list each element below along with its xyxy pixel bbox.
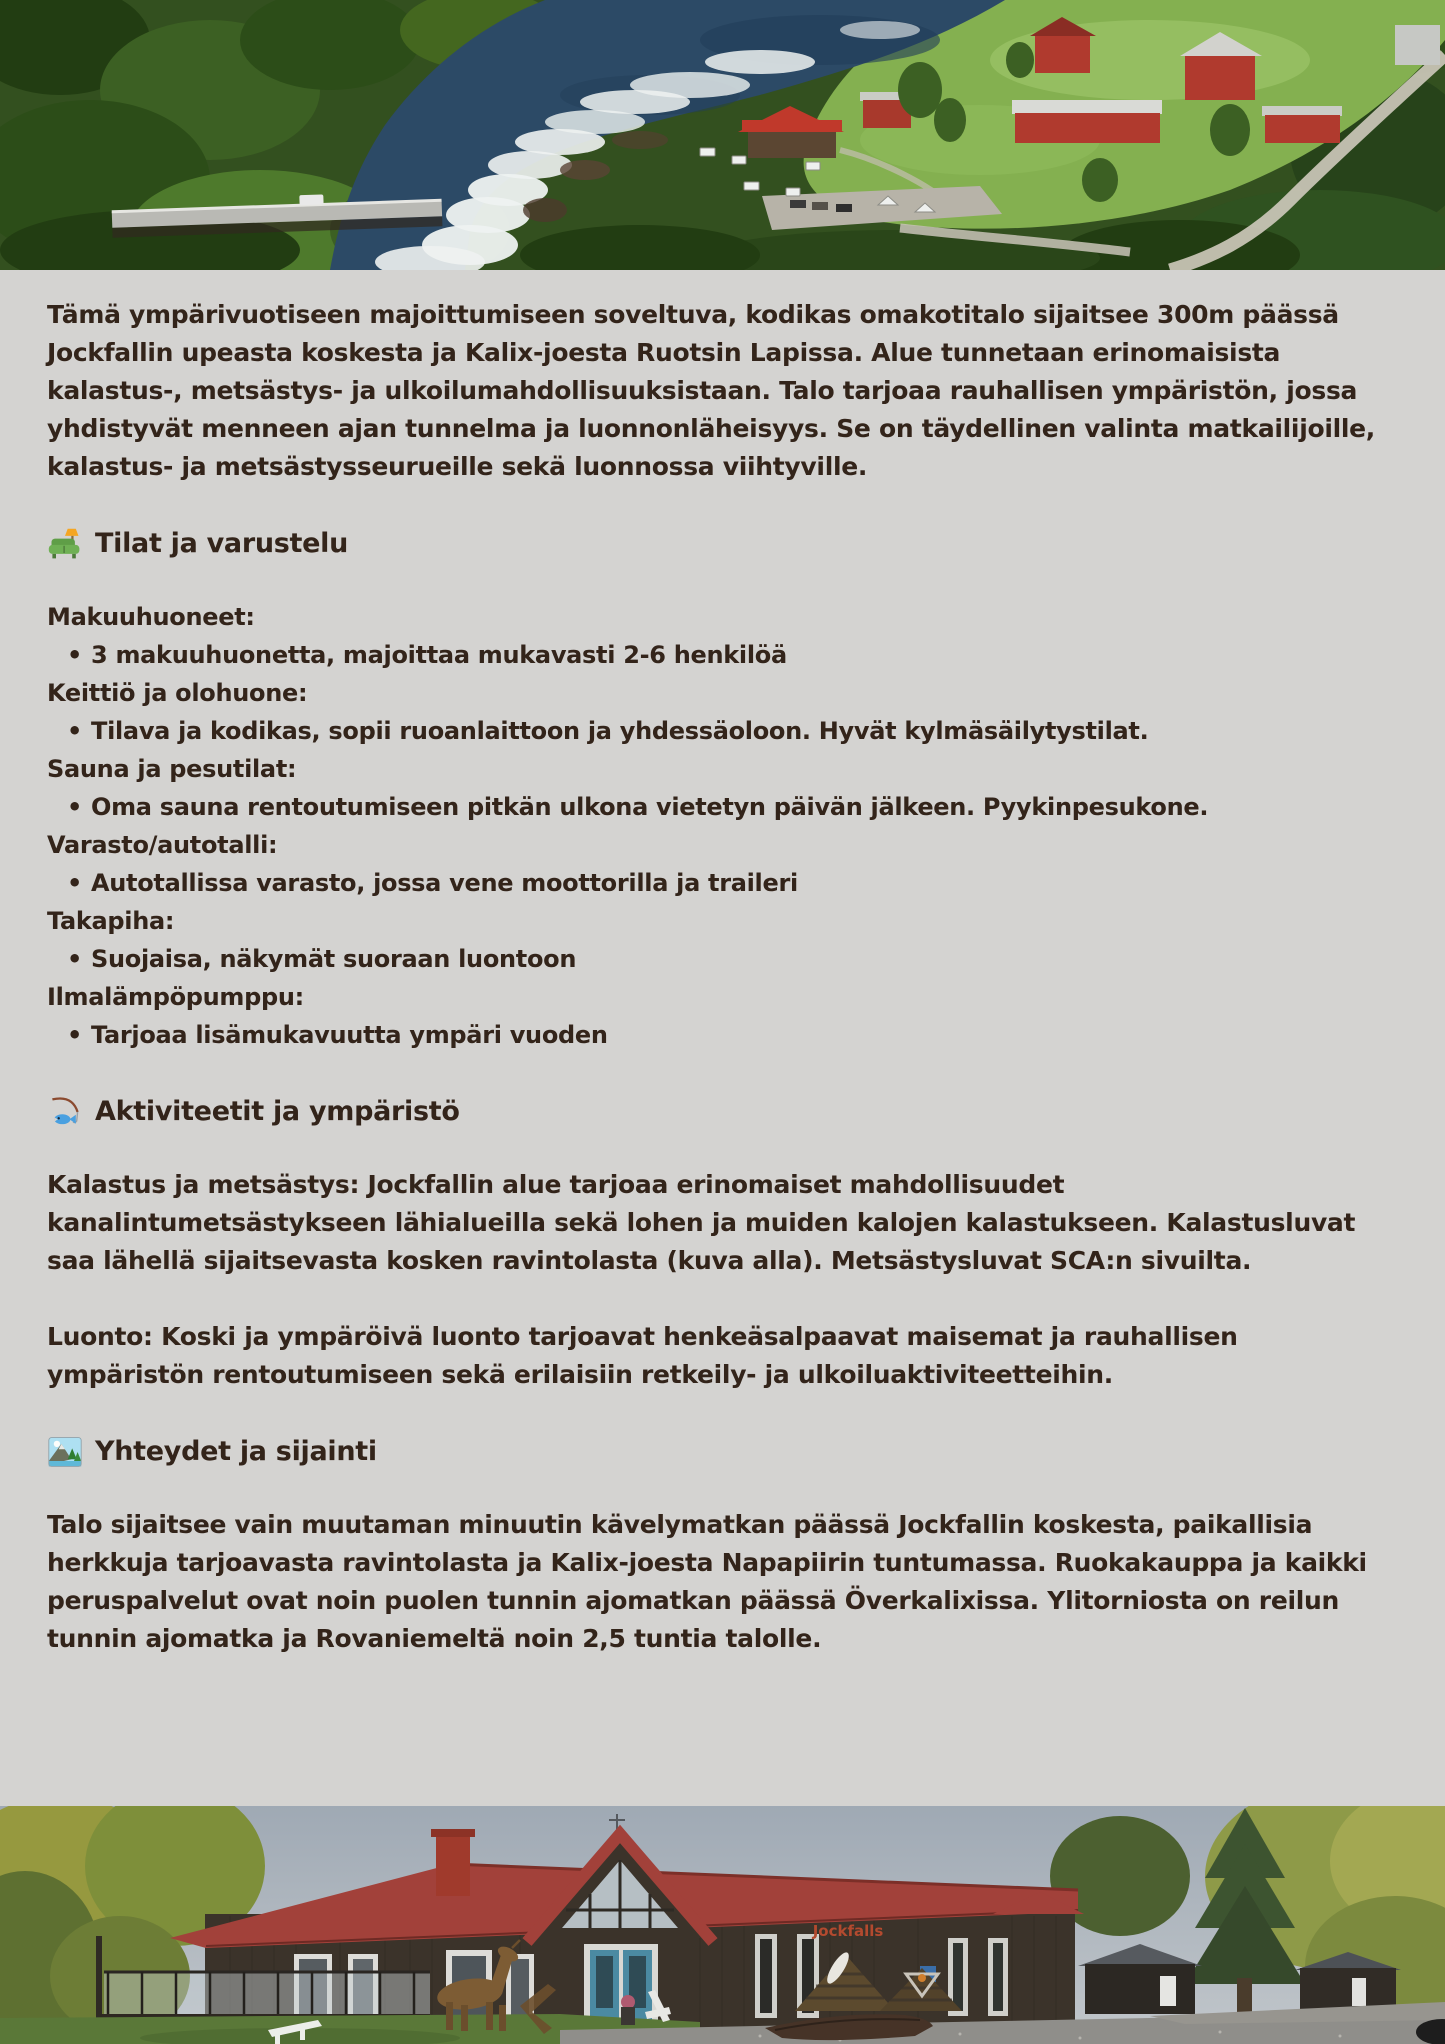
section-title: Tilat ja varustelu xyxy=(95,528,349,559)
feature-label: Varasto/autotalli: xyxy=(47,831,278,859)
national-park-icon xyxy=(47,1434,83,1470)
chimney xyxy=(436,1834,470,1896)
feature-label: Makuuhuoneet: xyxy=(47,603,255,631)
feature-item: • Tarjoaa lisämukavuutta ympäri vuoden xyxy=(47,1016,1398,1054)
aerial-photo-jockfall-rapids xyxy=(0,0,1445,270)
facilities-list xyxy=(47,598,1398,1054)
location-paragraph: Talo sijaitsee vain muutaman minuutin kävelymatkan päässä Jockfallin koskesta, paikallisia herkkuja tarjoavasta ravintolasta ja Kalix-joesta Napapiirin tuntumassa. Ruokakauppa ja kaikki peruspalvelut ovat noin puolen tunnin ajomatkan päässä Överkalixissa. Ylitorniosta on reilun tunnin ajomatka ja Rovaniemeltä noin 2,5 tuntia talolle. xyxy=(47,1510,1367,1653)
intro-paragraph: Tämä ympärivuotiseen majoittumiseen soveltuva, kodikas omakotitalo sijaitsee 300m päässä Jockfallin upeasta koskesta ja Kalix-joesta Ruotsin Lapissa. Alue tunnetaan erinomaisista kalastus-, metsästys- ja ulkoilumahdollisuuksistaan. Talo tarjoaa rauhallisen ympäristön, jossa yhdistyvät menneen ajan tunnelma ja luonnonläheisyys. Se on täydellinen valinta matkailijoille, kalastus- ja metsästysseurueille sekä luonnossa viihtyville. xyxy=(47,300,1376,481)
feature-item: • Suojaisa, näkymät suoraan luontoon xyxy=(47,940,1398,978)
feature-item: • Tilava ja kodikas, sopii ruoanlaittoon ja yhdessäoloon. Hyvät kylmäsäilytystilat. xyxy=(47,712,1398,750)
section-title: Aktiviteetit ja ympäristö xyxy=(95,1096,460,1127)
feature-label: Sauna ja pesutilat: xyxy=(47,755,297,783)
car-on-bridge xyxy=(299,194,323,205)
feature-label: Keittiö ja olohuone: xyxy=(47,679,308,707)
restaurant-sign-text: Jockfalls xyxy=(812,1922,884,1940)
photo-jockfall-restaurant xyxy=(0,1806,1445,2044)
section-header-activities xyxy=(47,1092,1398,1132)
fishing-pole-icon xyxy=(47,1094,83,1130)
feature-item: • Oma sauna rentoutumiseen pitkän ulkona vietetyn päivän jälkeen. Pyykinpesukone. xyxy=(47,788,1398,826)
section-header-location xyxy=(47,1432,1398,1472)
aerial-photo-scene xyxy=(0,0,1445,270)
listing-description xyxy=(0,270,1445,1806)
feature-label: Takapiha: xyxy=(47,907,175,935)
activities-paragraph-fishing: Kalastus ja metsästys: Jockfallin alue tarjoaa erinomaiset mahdollisuudet kanalintumetsästykseen lähialueilla sekä lohen ja muiden kalojen kalastukseen. Kalastusluvat saa lähellä sijaitsevasta kosken ravintolasta (kuva alla). Metsästysluvat SCA:n sivuilta. xyxy=(47,1170,1356,1275)
feature-item: • Autotallissa varasto, jossa vene moottorilla ja traileri xyxy=(47,864,1398,902)
feature-label: Ilmalämpöpumppu: xyxy=(47,983,304,1011)
activities-paragraph-nature: Luonto: Koski ja ympäröivä luonto tarjoavat henkeäsalpaavat maisemat ja rauhallisen ympäristön rentoutumiseen sekä erilaisiin retkeily- ja ulkoiluaktiviteetteihin. xyxy=(47,1322,1238,1389)
flower-pot xyxy=(621,1995,635,2025)
couch-and-lamp-icon xyxy=(47,526,83,562)
section-title: Yhteydet ja sijainti xyxy=(95,1436,377,1467)
restaurant-photo-scene xyxy=(0,1806,1445,2044)
section-header-facilities xyxy=(47,524,1398,564)
feature-item: • 3 makuuhuonetta, majoittaa mukavasti 2-6 henkilöä xyxy=(47,636,1398,674)
